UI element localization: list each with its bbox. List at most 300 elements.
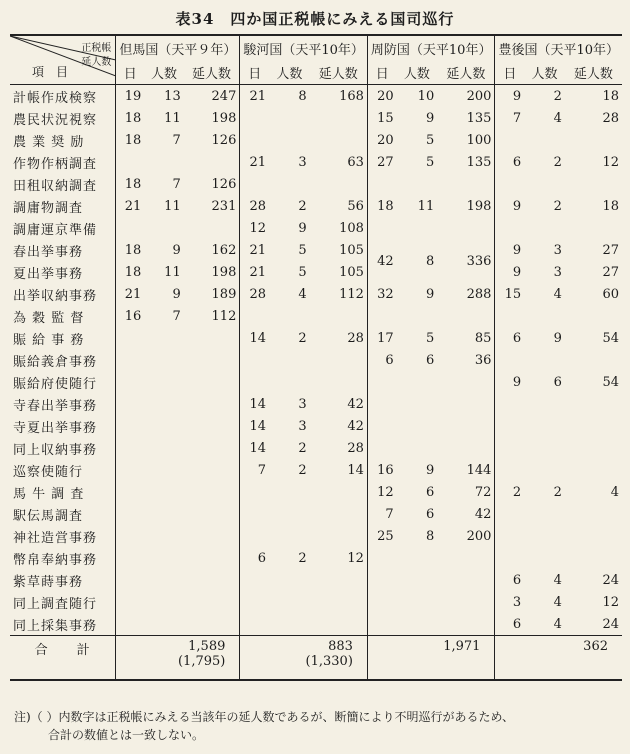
table-cell (116, 613, 144, 636)
subhead-persons: 人数 (144, 60, 183, 85)
table-cell: 36 (437, 349, 495, 371)
table-cell (367, 437, 396, 459)
table-cell: 5 (298, 242, 307, 258)
table-cell (397, 393, 438, 415)
table-cell: 85 (437, 327, 495, 349)
table-cell (269, 613, 310, 636)
table-cell: 288 (437, 283, 495, 305)
table-cell: 54 (602, 374, 619, 390)
subhead-day: 日 (240, 60, 269, 85)
table-cell (269, 481, 310, 503)
table-cell (144, 613, 183, 636)
table-cell: 3 (298, 418, 307, 434)
table-cell (184, 481, 240, 503)
row-item-label: 賑給義倉事務 (10, 349, 116, 371)
table-cell (240, 173, 269, 195)
table-cell: 14 (249, 396, 267, 412)
table-cell (116, 591, 144, 613)
table-cell (144, 459, 183, 481)
table-cell (240, 613, 269, 636)
table-cell: 7 (172, 176, 181, 192)
table-cell (310, 481, 368, 503)
table-cell (565, 503, 622, 525)
table-cell: 198 (184, 107, 240, 129)
table-cell (524, 459, 565, 481)
corner-item-label: 項 目 (32, 65, 69, 79)
row-item-label: 同上調査随行 (10, 591, 116, 613)
table-cell (240, 107, 269, 129)
corner-tax-label: 正税帳 (81, 43, 112, 54)
table-cell: 3 (553, 264, 562, 280)
table-row (10, 613, 622, 636)
table-cell (144, 547, 183, 569)
table-cell: 4 (610, 484, 619, 500)
table-cell (495, 305, 524, 327)
table-cell: 5 (298, 264, 307, 280)
table-cell: 11 (164, 110, 181, 126)
table-cell (310, 569, 368, 591)
subhead-day: 日 (367, 60, 396, 85)
table-cell: 28 (249, 198, 267, 214)
table-cell: 6 (385, 352, 394, 368)
table-cell (310, 129, 368, 151)
table-cell: 11 (164, 264, 181, 280)
table-cell: 7 (385, 506, 394, 522)
table-cell (565, 547, 622, 569)
table-cell: 18 (124, 176, 142, 192)
total-label: 合 計 (10, 636, 116, 681)
table-cell (437, 415, 495, 437)
table-cell (144, 327, 183, 349)
table-cell: 20 (377, 132, 394, 148)
table-row (10, 173, 622, 195)
table-cell: 6 (512, 572, 522, 588)
row-item-label: 計帳作成検察 (10, 85, 116, 108)
table-cell: 18 (124, 132, 142, 148)
table-cell: 11 (417, 198, 435, 214)
table-cell (397, 437, 438, 459)
table-cell (144, 437, 183, 459)
table-cell (565, 393, 622, 415)
table-cell (184, 591, 240, 613)
table-cell (116, 393, 144, 415)
table-cell (397, 371, 438, 393)
table-cell: 9 (512, 242, 522, 258)
table-cell (524, 503, 565, 525)
table-row (10, 283, 622, 305)
table-cell (495, 525, 524, 547)
table-cell: 7 (512, 110, 522, 126)
table-cell: 24 (602, 572, 619, 588)
table-row (10, 525, 622, 547)
table-cell (240, 481, 269, 503)
table-cell: 21 (249, 242, 267, 258)
table-cell: 21 (249, 154, 267, 170)
table-cell: 14 (249, 418, 267, 434)
table-cell: 9 (512, 88, 522, 104)
table-row (10, 437, 622, 459)
table-cell (310, 371, 368, 393)
footnote-line-1: 注)（ ）内数字は正税帳にみえる当該年の延人数であるが、断簡により不明巡行があるため、 (14, 710, 515, 724)
table-cell (240, 503, 269, 525)
table-cell (116, 547, 144, 569)
table-cell (144, 393, 183, 415)
table-row (10, 459, 622, 481)
table-cell: 189 (184, 283, 240, 305)
table-cell: 200 (437, 85, 495, 108)
table-cell: 9 (512, 198, 522, 214)
table-cell: 14 (249, 330, 267, 346)
table-cell (367, 173, 396, 195)
table-cell (184, 437, 240, 459)
province-suruga: 駿河国（天平10年） (240, 35, 368, 60)
table-cell: 60 (602, 286, 619, 302)
subhead-persons: 人数 (397, 60, 438, 85)
table-cell: 13 (164, 88, 181, 104)
total-value-paren: (1,795) (177, 654, 226, 669)
row-item-label: 調庸物調査 (10, 195, 116, 217)
table-cell: 2 (512, 484, 522, 500)
table-cell (116, 437, 144, 459)
table-cell (116, 349, 144, 371)
table-cell: 4 (553, 572, 562, 588)
table-cell (269, 173, 310, 195)
table-cell (524, 547, 565, 569)
row-item-label: 同上収納事務 (10, 437, 116, 459)
table-cell (367, 217, 396, 239)
table-cell: 25 (377, 528, 394, 544)
table-cell (184, 613, 240, 636)
table-cell: 126 (184, 173, 240, 195)
table-cell: 3 (298, 154, 307, 170)
table-cell (367, 547, 396, 569)
table-cell (565, 129, 622, 151)
table-cell (116, 151, 144, 173)
table-cell (116, 569, 144, 591)
table-cell: 3 (553, 242, 562, 258)
table-cell (144, 217, 183, 239)
table-cell: 2 (298, 440, 307, 456)
table-cell (269, 525, 310, 547)
table-row (10, 261, 622, 283)
table-cell: 27 (602, 264, 619, 280)
total-value: 1,589 (188, 639, 226, 654)
table-cell: 12 (249, 220, 267, 236)
total-tajima (116, 636, 240, 681)
table-cell: 54 (602, 330, 619, 346)
table-cell: 10 (417, 88, 435, 104)
table-cell (116, 459, 144, 481)
table-cell: 100 (437, 129, 495, 151)
subhead-total: 延人数 (184, 60, 240, 85)
row-item-label: 幣帛奉納事務 (10, 547, 116, 569)
table-cell (144, 503, 183, 525)
table-cell: 105 (310, 261, 368, 283)
table-cell (524, 415, 565, 437)
table-cell: 24 (602, 616, 619, 632)
table-cell (524, 525, 565, 547)
table-cell: 63 (310, 151, 368, 173)
table-cell: 12 (377, 484, 394, 500)
table-cell: 4 (553, 110, 562, 126)
total-suo (367, 636, 495, 681)
table-cell: 4 (553, 286, 562, 302)
table-cell: 27 (602, 242, 619, 258)
table-cell (240, 569, 269, 591)
total-suruga (240, 636, 368, 681)
cell-suo-spring-summer: 336 (437, 239, 495, 283)
table-row (10, 503, 622, 525)
table-cell: 42 (437, 503, 495, 525)
table-cell: 12 (602, 154, 619, 170)
table-cell: 9 (172, 242, 181, 258)
row-item-label: 寺夏出挙事務 (10, 415, 116, 437)
table-cell: 12 (310, 547, 368, 569)
table-row (10, 349, 622, 371)
table-cell (184, 371, 240, 393)
province-tajima: 但馬国（天平９年） (116, 35, 240, 60)
table-cell (310, 173, 368, 195)
table-cell (367, 569, 396, 591)
table-cell (116, 481, 144, 503)
table-cell (495, 173, 524, 195)
province-suo: 周防国（天平10年） (367, 35, 495, 60)
table-cell (144, 481, 183, 503)
table-cell (524, 217, 565, 239)
table-title: 表34 四か国正税帳にみえる国司巡行 (175, 10, 455, 28)
table-cell (367, 415, 396, 437)
table-cell (144, 151, 183, 173)
table-cell (367, 613, 396, 636)
table-cell (310, 591, 368, 613)
table-cell: 168 (310, 85, 368, 108)
table-cell (397, 415, 438, 437)
table-cell: 105 (310, 239, 368, 261)
table-cell: 18 (377, 198, 394, 214)
table-row (10, 371, 622, 393)
patrol-table (10, 34, 622, 681)
table-cell: 16 (377, 462, 394, 478)
table-cell (184, 459, 240, 481)
row-item-label: 出挙収納事務 (10, 283, 116, 305)
table-cell (310, 525, 368, 547)
table-cell (240, 129, 269, 151)
table-row (10, 327, 622, 349)
table-cell (116, 415, 144, 437)
table-cell: 28 (602, 110, 619, 126)
table-cell: 8 (425, 528, 435, 544)
table-cell (437, 591, 495, 613)
table-cell (144, 349, 183, 371)
table-cell: 231 (184, 195, 240, 217)
table-cell: 21 (249, 264, 267, 280)
table-cell (240, 305, 269, 327)
table-cell (240, 349, 269, 371)
table-cell: 9 (298, 220, 307, 236)
table-cell (116, 217, 144, 239)
table-cell: 2 (553, 88, 562, 104)
footnote-line-2: 合計の数値とは一致しない。 (48, 728, 205, 742)
table-cell: 9 (425, 110, 435, 126)
table-cell: 6 (425, 506, 435, 522)
table-cell (184, 525, 240, 547)
table-cell: 6 (512, 616, 522, 632)
subhead-day: 日 (495, 60, 524, 85)
table-cell (524, 349, 565, 371)
row-item-label: 紫草蒔事務 (10, 569, 116, 591)
total-bungo (495, 636, 622, 681)
table-cell (524, 437, 565, 459)
table-cell: 28 (310, 327, 368, 349)
table-cell: 198 (184, 261, 240, 283)
table-cell (184, 569, 240, 591)
table-cell: 2 (298, 550, 307, 566)
table-cell (144, 371, 183, 393)
table-cell: 18 (602, 88, 619, 104)
table-cell (269, 129, 310, 151)
table-cell: 18 (602, 198, 619, 214)
table-cell: 9 (512, 264, 522, 280)
table-cell: 3 (512, 594, 522, 610)
table-cell: 18 (124, 264, 142, 280)
row-item-label: 夏出挙事務 (10, 261, 116, 283)
table-cell (184, 151, 240, 173)
cell-suo-spring-summer: 8 (425, 253, 435, 269)
table-cell (144, 525, 183, 547)
row-item-label: 賑給府使随行 (10, 371, 116, 393)
total-row (10, 636, 622, 681)
table-cell (565, 415, 622, 437)
table-cell: 6 (257, 550, 267, 566)
table-cell: 15 (504, 286, 522, 302)
table-cell (437, 393, 495, 415)
table-cell: 42 (310, 393, 368, 415)
row-item-label: 作物作柄調査 (10, 151, 116, 173)
table-cell (565, 459, 622, 481)
table-cell: 5 (425, 154, 435, 170)
table-cell (184, 393, 240, 415)
row-item-label: 農民状況視察 (10, 107, 116, 129)
table-cell (116, 327, 144, 349)
table-cell (437, 613, 495, 636)
table-cell (495, 415, 524, 437)
table-cell: 19 (124, 88, 142, 104)
table-cell (524, 305, 565, 327)
table-cell (495, 437, 524, 459)
table-cell: 28 (310, 437, 368, 459)
table-cell (184, 415, 240, 437)
table-cell: 21 (249, 88, 267, 104)
table-cell: 28 (249, 286, 267, 302)
table-cell (367, 591, 396, 613)
table-cell: 42 (310, 415, 368, 437)
table-cell (495, 349, 524, 371)
table-cell: 72 (437, 481, 495, 503)
table-cell: 27 (377, 154, 394, 170)
total-value: 1,971 (443, 639, 481, 654)
table-row (10, 305, 622, 327)
table-cell (495, 459, 524, 481)
table-cell (397, 569, 438, 591)
table-cell: 6 (425, 352, 435, 368)
table-cell (184, 327, 240, 349)
table-cell (524, 393, 565, 415)
table-cell (495, 547, 524, 569)
table-cell (565, 437, 622, 459)
table-cell: 6 (512, 154, 522, 170)
table-cell (437, 569, 495, 591)
table-cell (269, 569, 310, 591)
table-cell (437, 305, 495, 327)
footnote (14, 708, 514, 744)
table-cell: 9 (425, 462, 435, 478)
table-row (10, 85, 622, 108)
total-value-paren: (1,330) (305, 654, 353, 669)
table-cell (240, 591, 269, 613)
table-cell: 11 (164, 198, 181, 214)
table-cell (495, 217, 524, 239)
table-cell: 144 (437, 459, 495, 481)
table-cell (269, 107, 310, 129)
table-cell: 21 (124, 198, 142, 214)
subhead-total: 延人数 (437, 60, 495, 85)
table-cell (310, 349, 368, 371)
table-row (10, 129, 622, 151)
table-row (10, 195, 622, 217)
row-item-label: 調庸運京準備 (10, 217, 116, 239)
corner-persons-label: 延人数 (81, 57, 112, 68)
row-item-label: 駅伝馬調査 (10, 503, 116, 525)
table-cell (269, 349, 310, 371)
table-cell: 200 (437, 525, 495, 547)
table-cell: 7 (257, 462, 267, 478)
table-row (10, 393, 622, 415)
table-cell (565, 305, 622, 327)
table-cell: 17 (377, 330, 394, 346)
row-item-label: 寺春出挙事務 (10, 393, 116, 415)
table-cell: 5 (425, 132, 435, 148)
table-cell (397, 305, 438, 327)
table-cell (310, 613, 368, 636)
table-cell: 15 (377, 110, 394, 126)
table-cell (310, 503, 368, 525)
table-cell: 20 (377, 88, 394, 104)
table-cell: 9 (512, 374, 522, 390)
table-cell (144, 415, 183, 437)
row-item-label: 春出挙事務 (10, 239, 116, 261)
table-cell (269, 503, 310, 525)
table-cell: 18 (124, 242, 142, 258)
table-cell (524, 173, 565, 195)
cell-suo-spring-summer: 42 (377, 253, 394, 269)
table-cell: 56 (310, 195, 368, 217)
table-cell: 112 (184, 305, 240, 327)
table-cell: 126 (184, 129, 240, 151)
table-cell (144, 569, 183, 591)
table-cell (495, 129, 524, 151)
row-item-label: 馬 牛 調 査 (10, 481, 116, 503)
table-cell (397, 547, 438, 569)
table-cell: 2 (298, 198, 307, 214)
table-cell: 2 (553, 154, 562, 170)
table-cell: 3 (298, 396, 307, 412)
row-item-label: 神社造営事務 (10, 525, 116, 547)
table-cell: 6 (425, 484, 435, 500)
table-cell: 7 (172, 132, 181, 148)
table-cell (144, 591, 183, 613)
row-item-label: 巡察使随行 (10, 459, 116, 481)
table-cell: 2 (553, 484, 562, 500)
